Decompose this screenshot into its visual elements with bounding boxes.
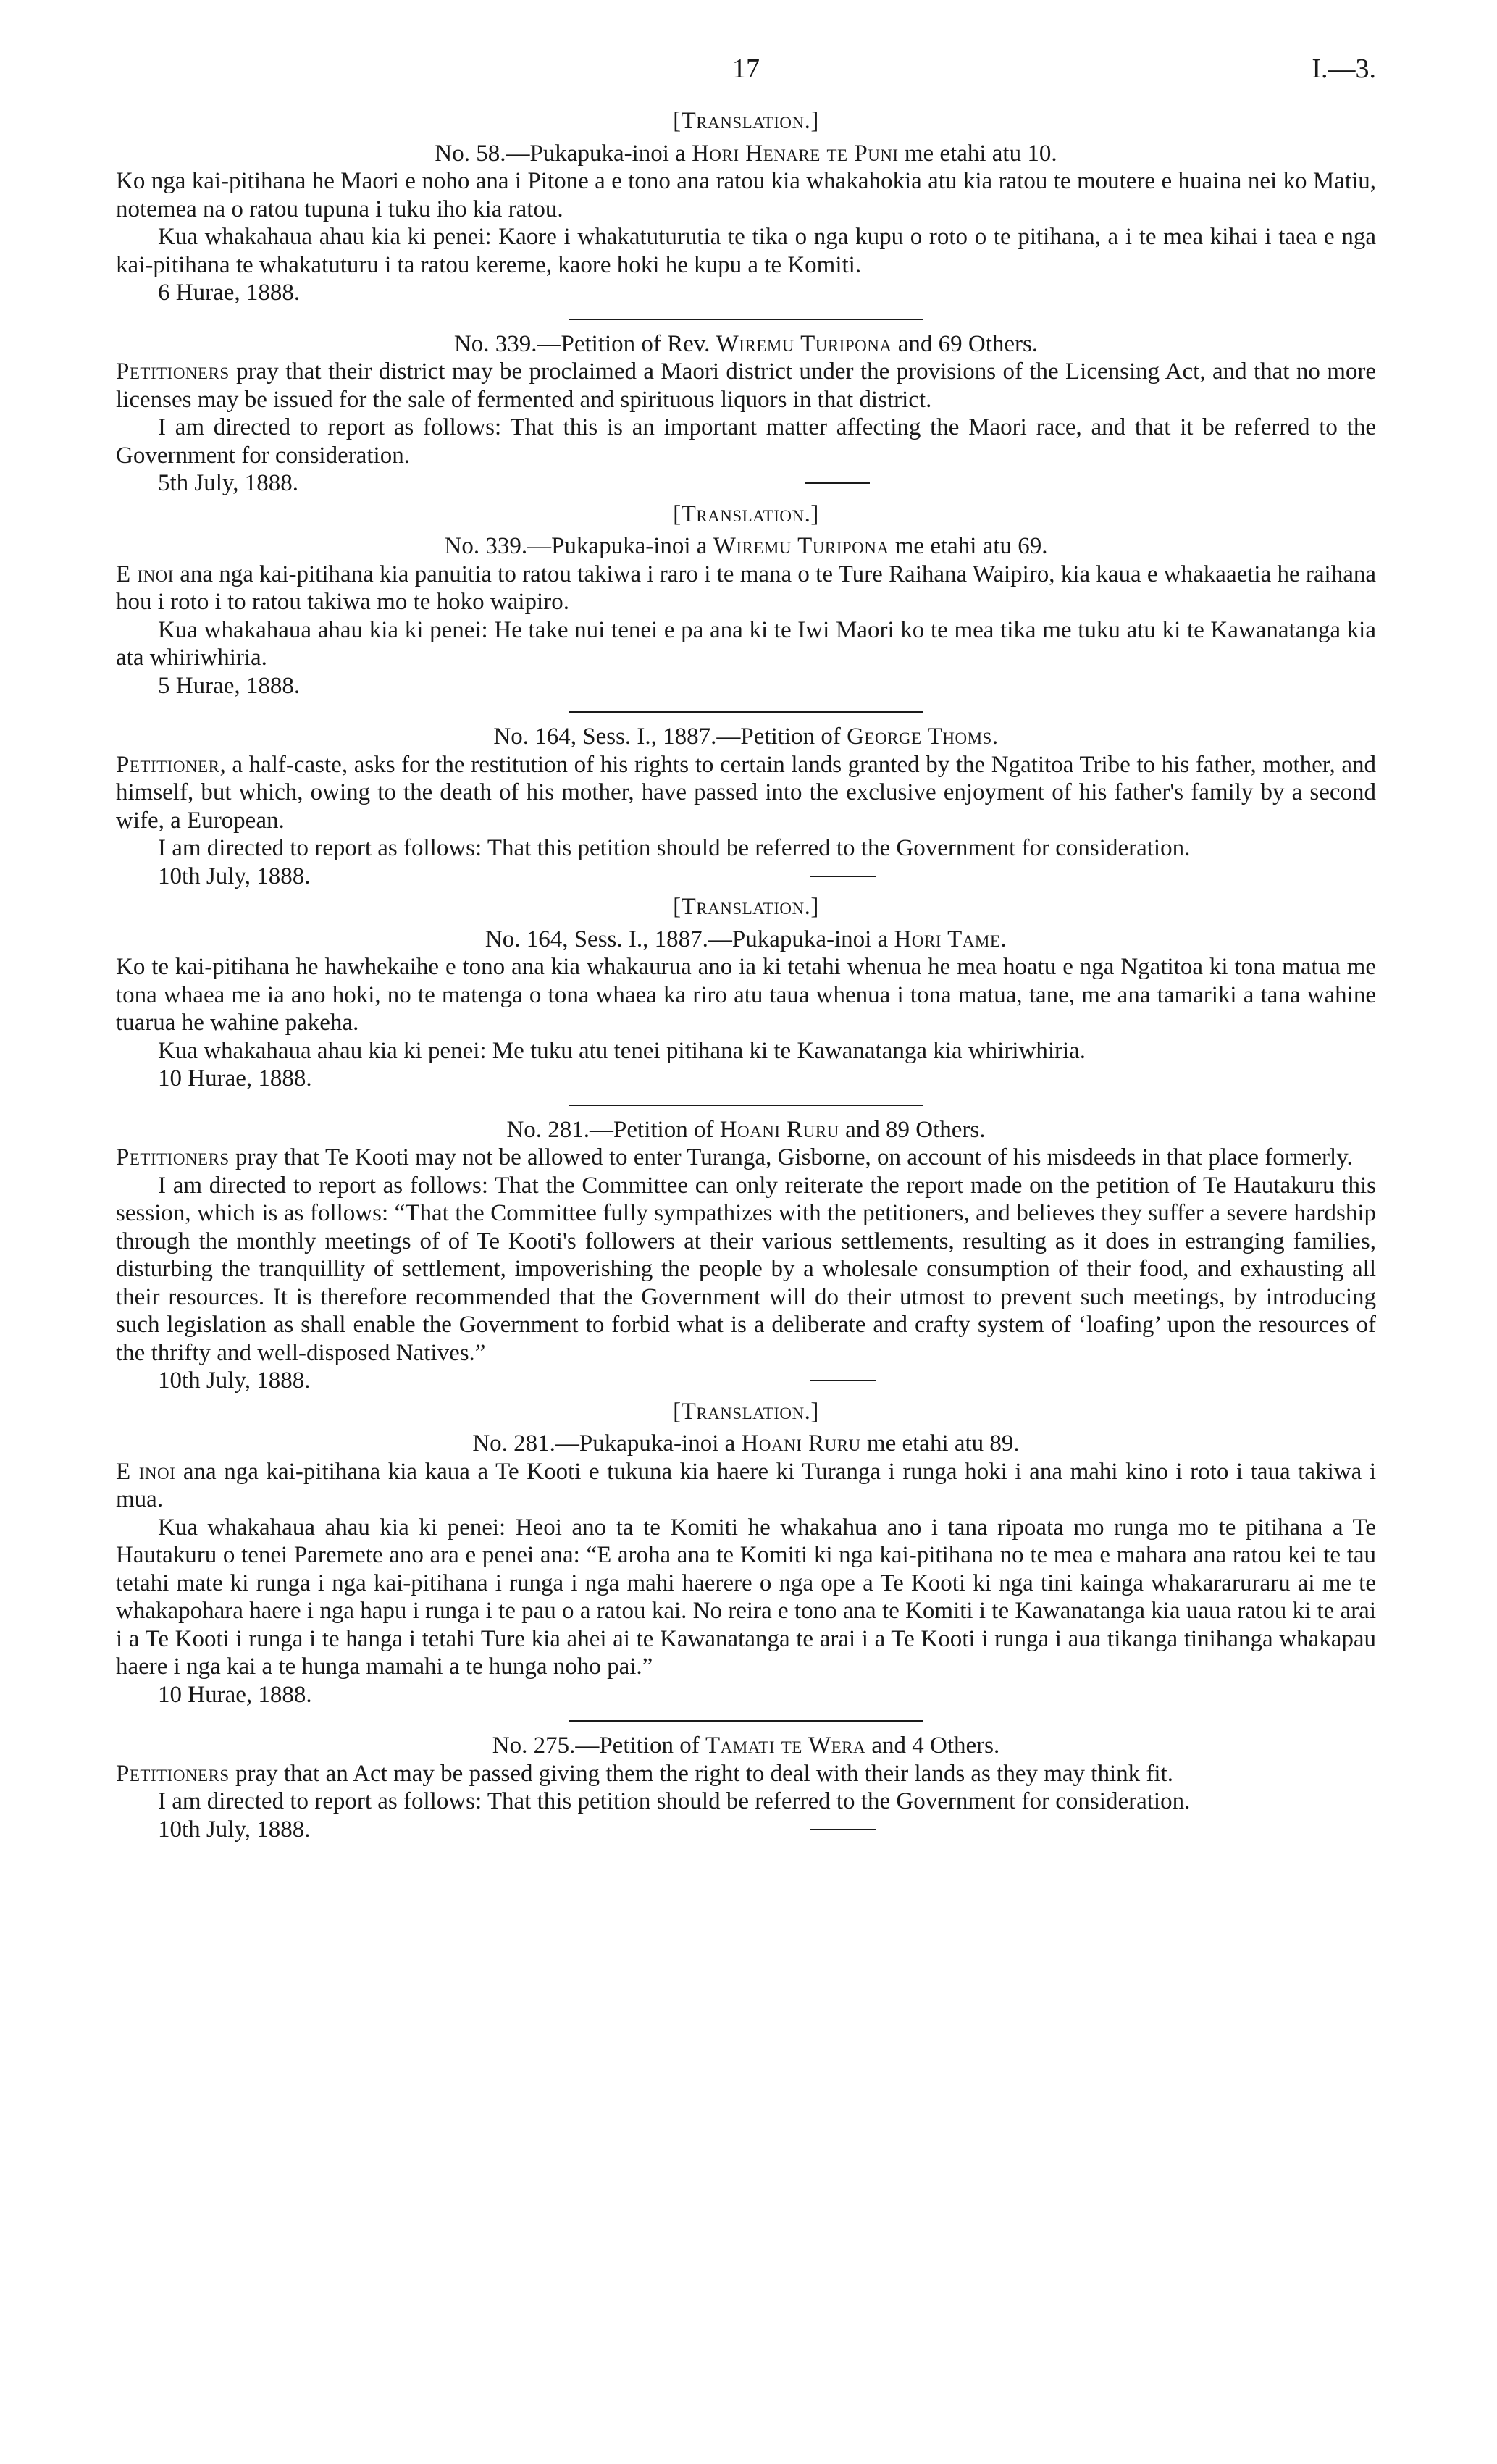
petition-heading: [116, 723, 1376, 751]
date-row: [116, 1367, 1376, 1395]
translation-label: [Translation.]: [673, 108, 819, 134]
petition-paragraph: E inoi ana nga kai-pitihana kia kaua a Te Kooti e tukuna kia haere ki Turanga i runga hoki i ana mahi kino i roto i taua takiwa i mua.: [116, 1458, 1376, 1512]
translation-label: [Translation.]: [673, 1398, 819, 1425]
heading-text: and 69 Others.: [892, 330, 1039, 357]
separator-rule: [569, 1720, 923, 1722]
petition-heading: [116, 532, 1376, 561]
petition-paragraph: I am directed to report as follows: That this petition should be referred to the Government for consideration.: [158, 1788, 1191, 1814]
petitioner-name: Wiremu Turipona: [713, 533, 889, 559]
petitioner-name: Hori Tame.: [894, 926, 1007, 952]
petitioner-name: George Thoms.: [847, 724, 999, 750]
petition-paragraph: Petitioners pray that their district may be proclaimed a Maori district under the provisions of the Licensing Act, and that no more licenses may be issued for the sale of fermented and spirituous liquors in that district.: [116, 359, 1376, 413]
petition-paragraph: Kua whakahaua ahau kia ki penei: Heoi ano ta te Komiti he whakahua ano i tana ripoata mo runga mo te pitihana a Te Hautakuru o tenei Paremete ano ara e penei ana: “E aroha ana te Komiti ki nga kai-pitihana no te mea e mahara ana ratou kei te tau tetahi mate ki runga i nga kai-pitihana i runga i nga mahi haerere o nga ope a Te Kooti ki nga tini kainga whakararuraru ai me te whakapohara haere i nga hapu i runga i te pau o a ratou kai. No reira e tono ana te Komiti i te Kawanatanga kia uaua ratou ki te arai i a Te Kooti i runga i te hanga i tetahi Ture kia ahei ai te Kawanatanga te arai i a Te Kooti i runga i aua tikanga tinihanga whakapau haere i nga kai a te hunga mamahi a te hunga noho pai.”: [116, 1514, 1376, 1680]
date-row: [116, 863, 1376, 891]
petition-section: [116, 893, 1376, 1106]
petition-section: [116, 500, 1376, 713]
report-date: 10th July, 1888.: [158, 863, 311, 889]
separator-rule: [569, 1105, 923, 1106]
report-date: 5 Hurae, 1888.: [158, 672, 301, 699]
paragraph-lead: Petitioners: [116, 1760, 230, 1787]
heading-text: No. 339.—Pukapuka-inoi a: [444, 533, 713, 559]
heading-text: No. 58.—Pukapuka-inoi a: [435, 140, 692, 167]
translation-label: [Translation.]: [673, 894, 819, 920]
report-date: 10 Hurae, 1888.: [158, 1065, 312, 1091]
petition-paragraph: I am directed to report as follows: That this petition should be referred to the Government for consideration.: [158, 835, 1191, 861]
date-row: [116, 279, 1376, 307]
report-date: 10th July, 1888.: [158, 1816, 311, 1843]
document-page: [116, 51, 1376, 1846]
heading-text: me etahi atu 69.: [889, 533, 1048, 559]
page-number: 17: [732, 54, 760, 84]
petition-heading: [116, 1116, 1376, 1144]
parliamentary-paper-ref: I.—3.: [1312, 54, 1376, 84]
date-row: [116, 1816, 1376, 1844]
heading-text: No. 281.—Pukapuka-inoi a: [472, 1430, 742, 1457]
page-header: [116, 51, 1376, 91]
petitioner-name: Hoani Ruru: [719, 1116, 839, 1143]
petition-section: [116, 1398, 1376, 1722]
heading-text: and 89 Others.: [839, 1116, 986, 1143]
separator-rule: [569, 711, 923, 713]
petition-heading: [116, 1732, 1376, 1760]
petition-paragraph: Ko te kai-pitihana he hawhekaihe e tono ana kia whakaurua ano ia ki tetahi whenua he mea hoatu e nga Ngatitoa ki tona matua me tona whaea me ia ano hoki, no te matenga o tona whaea ka riro atu taua whenua i tona matua, tane, me ana tamariki a tana wahine tuarua he wahine pakeha.: [116, 954, 1376, 1036]
petitioner-name: Hori Henare te Puni: [692, 140, 899, 167]
paragraph-lead: E inoi: [116, 561, 174, 587]
petition-paragraph: E inoi ana nga kai-pitihana kia panuitia to ratou takiwa i raro i te mana o te Ture Raihana Waipiro, kia kaua e whakaaetia he raihana hou i roto i to ratou takiwa mo te hoko waipiro.: [116, 561, 1376, 615]
date-row: [116, 1681, 1376, 1709]
petitioner-name: Hoani Ruru: [741, 1430, 861, 1457]
petition-heading: [116, 330, 1376, 359]
heading-text: me etahi atu 10.: [898, 140, 1057, 167]
petitioner-name: Tamati te Wera: [705, 1732, 866, 1759]
petition-section: [116, 1732, 1376, 1843]
report-date: 10th July, 1888.: [158, 1367, 311, 1394]
petition-paragraph: I am directed to report as follows: That this is an important matter affecting the Maori race, and that it be referred to the Government for consideration.: [116, 414, 1376, 469]
petition-section: [116, 1116, 1376, 1395]
petition-paragraph: Petitioners pray that an Act may be passed giving them the right to deal with their lands as they may think fit.: [116, 1760, 1173, 1787]
heading-text: No. 275.—Petition of: [492, 1732, 705, 1759]
heading-text: No. 339.—Petition of Rev.: [453, 330, 716, 357]
report-date: 6 Hurae, 1888.: [158, 280, 301, 306]
separator-rule: [810, 876, 876, 877]
petition-heading: [116, 926, 1376, 954]
petitioner-name: Wiremu Turipona: [716, 330, 892, 357]
petition-paragraph: Kua whakahaua ahau kia ki penei: Me tuku atu tenei pitihana ki te Kawanatanga kia whiriwhiria.: [158, 1037, 1086, 1064]
paragraph-lead: E inoi: [116, 1458, 176, 1485]
separator-rule: [805, 482, 870, 484]
petition-paragraph: Ko nga kai-pitihana he Maori e noho ana i Pitone a e tono ana ratou kia whakahokia atu kia ratou te moutere e huaina nei ko Matiu, notemea na o ratou tupuna i tuku iho kia ratou.: [116, 168, 1376, 222]
translation-label: [Translation.]: [673, 500, 819, 527]
petition-list: [116, 107, 1376, 1843]
heading-text: No. 164, Sess. I., 1887.—Pukapuka-inoi a: [485, 926, 894, 952]
separator-rule: [810, 1380, 876, 1381]
heading-text: No. 281.—Petition of: [506, 1116, 720, 1143]
petition-section: [116, 330, 1376, 498]
petition-paragraph: Kua whakahaua ahau kia ki penei: Kaore i whakatuturutia te tika o nga kupu o roto o te pitihana, a i te mea kihai i taea e nga kai-pitihana te whakatuturu i ta ratou kereme, kaore hoki he kupu a te Komiti.: [116, 224, 1376, 278]
petition-heading: [116, 140, 1376, 168]
date-row: [116, 1065, 1376, 1093]
petition-paragraph: Kua whakahaua ahau kia ki penei: He take nui tenei e pa ana ki te Iwi Maori ko te mea tika me tuku atu ki te Kawanatanga kia ata whiriwhiria.: [116, 616, 1376, 671]
separator-rule: [810, 1829, 876, 1830]
date-row: [116, 469, 1376, 498]
heading-text: No. 164, Sess. I., 1887.—Petition of: [493, 724, 847, 750]
petition-section: [116, 107, 1376, 320]
report-date: 10 Hurae, 1888.: [158, 1681, 312, 1708]
petition-heading: [116, 1430, 1376, 1458]
petition-paragraph: Petitioner, a half-caste, asks for the restitution of his rights to certain lands granted by the Ngatitoa Tribe to his father, mother, and himself, but which, owing to the death of his mother, have passed into the exclusive enjoyment of his father's family by a second wife, a European.: [116, 751, 1376, 834]
heading-text: and 4 Others.: [865, 1732, 1000, 1759]
paragraph-lead: Petitioner: [116, 751, 220, 778]
separator-rule: [569, 319, 923, 320]
heading-text: me etahi atu 89.: [860, 1430, 1020, 1457]
petition-section: [116, 723, 1376, 890]
paragraph-lead: Petitioners: [116, 359, 230, 385]
date-row: [116, 672, 1376, 700]
report-date: 5th July, 1888.: [158, 470, 299, 496]
petition-paragraph: Petitioners pray that Te Kooti may not be allowed to enter Turanga, Gisborne, on account of his misdeeds in that place formerly.: [116, 1144, 1353, 1170]
paragraph-lead: Petitioners: [116, 1144, 230, 1170]
petition-paragraph: I am directed to report as follows: That the Committee can only reiterate the report made on the petition of Te Hautakuru this session, which is as follows: “That the Committee fully sympathizes with the petitioners, and believes they suffer a severe hardship through the monthly meetings of of Te Kooti's followers at their various settlements, resulting as it does in estranging families, disturbing the tranquillity of settlement, impoverishing the people by a wholesale consumption of their food, and exhausting all their resources. It is therefore recommended that the Government will do their utmost to prevent such meetings, by introducing such legislation as shall enable the Government to forbid what is a deliberate and crafty system of ‘loafing’ upon the resources of the thrifty and well-disposed Natives.”: [116, 1172, 1376, 1366]
